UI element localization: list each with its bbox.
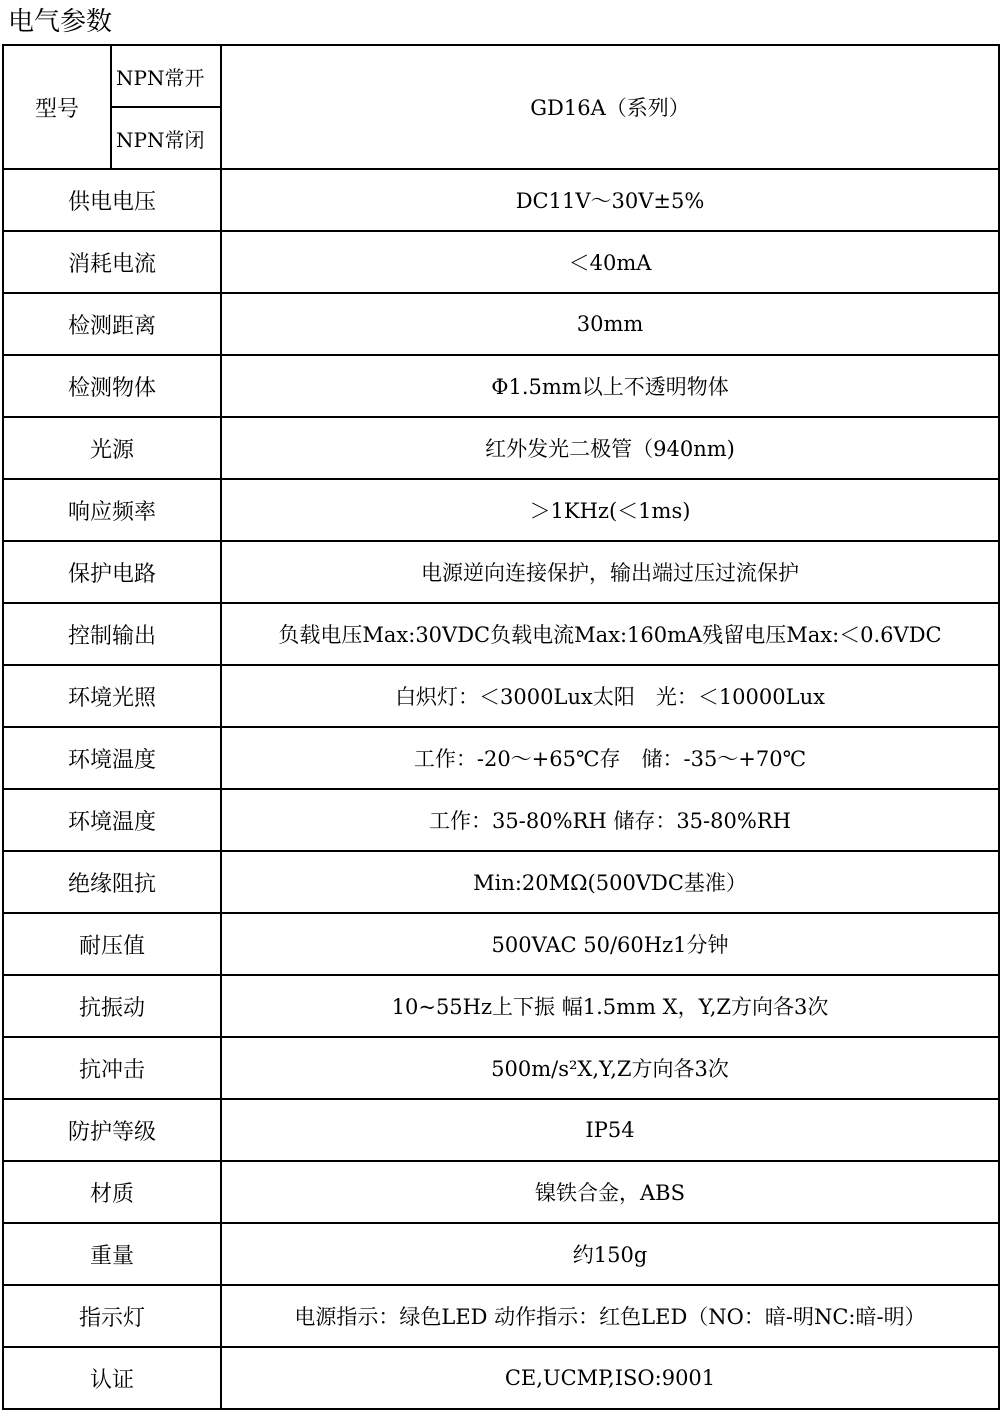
param-value: 500VAC 50/60Hz1分钟 [221, 913, 999, 975]
spec-table [2, 44, 1000, 1410]
table-row [3, 1037, 999, 1099]
table-row [3, 231, 999, 293]
param-label: 检测物体 [3, 355, 221, 417]
param-label: 保护电路 [3, 541, 221, 603]
param-label: 检测距离 [3, 293, 221, 355]
table-row [3, 603, 999, 665]
param-value: 30mm [221, 293, 999, 355]
param-value: ＜40mA [221, 231, 999, 293]
page-title: 电气参数 [8, 7, 113, 37]
table-row [3, 913, 999, 975]
model-sub-label-no: NPN常开 [111, 45, 221, 107]
param-value: Min:20MΩ(500VDC基准） [221, 851, 999, 913]
param-value: Φ1.5mm以上不透明物体 [221, 355, 999, 417]
param-value: ＞1KHz(＜1ms) [221, 479, 999, 541]
param-value: IP54 [221, 1099, 999, 1161]
param-label: 耐压值 [3, 913, 221, 975]
table-row [3, 1347, 999, 1409]
table-row [3, 789, 999, 851]
param-label: 绝缘阻抗 [3, 851, 221, 913]
model-sub-label-nc: NPN常闭 [111, 107, 221, 169]
param-label: 控制输出 [3, 603, 221, 665]
param-value: 红外发光二极管（940nm) [221, 417, 999, 479]
param-value: 工作：35-80%RH 储存：35-80%RH [221, 789, 999, 851]
param-label: 防护等级 [3, 1099, 221, 1161]
param-value: DC11V～30V±5% [221, 169, 999, 231]
table-row [3, 45, 999, 107]
model-label: 型号 [3, 45, 111, 169]
table-row [3, 541, 999, 603]
param-label: 指示灯 [3, 1285, 221, 1347]
param-value: 工作：-20～+65℃存 储：-35～+70℃ [221, 727, 999, 789]
param-value: 约150g [221, 1223, 999, 1285]
param-value: CE,UCMP,ISO:9001 [221, 1347, 999, 1409]
param-label: 光源 [3, 417, 221, 479]
table-row [3, 1223, 999, 1285]
table-row [3, 169, 999, 231]
param-value: 500m/s²X,Y,Z方向各3次 [221, 1037, 999, 1099]
table-row [3, 293, 999, 355]
param-label: 认证 [3, 1347, 221, 1409]
param-label: 消耗电流 [3, 231, 221, 293]
param-label: 重量 [3, 1223, 221, 1285]
param-label: 材质 [3, 1161, 221, 1223]
table-row [3, 355, 999, 417]
param-label: 供电电压 [3, 169, 221, 231]
param-value: 镍铁合金，ABS [221, 1161, 999, 1223]
table-row [3, 665, 999, 727]
table-row [3, 1285, 999, 1347]
model-value: GD16A（系列） [221, 45, 999, 169]
table-row [3, 727, 999, 789]
table-row [3, 479, 999, 541]
param-value: 白炽灯：＜3000Lux太阳 光：＜10000Lux [221, 665, 999, 727]
param-value: 电源逆向连接保护，输出端过压过流保护 [221, 541, 999, 603]
table-row [3, 417, 999, 479]
param-value: 10~55Hz上下振 幅1.5mm X，Y,Z方向各3次 [221, 975, 999, 1037]
table-row [3, 851, 999, 913]
param-label: 响应频率 [3, 479, 221, 541]
table-row [3, 975, 999, 1037]
param-value: 电源指示：绿色LED 动作指示：红色LED（NO：暗-明NC:暗-明） [221, 1285, 999, 1347]
table-row [3, 1099, 999, 1161]
param-label: 环境光照 [3, 665, 221, 727]
param-label: 抗振动 [3, 975, 221, 1037]
param-label: 环境温度 [3, 789, 221, 851]
param-label: 抗冲击 [3, 1037, 221, 1099]
param-value: 负载电压Max:30VDC负载电流Max:160mA残留电压Max:＜0.6VDC [221, 603, 999, 665]
param-label: 环境温度 [3, 727, 221, 789]
table-row [3, 1161, 999, 1223]
